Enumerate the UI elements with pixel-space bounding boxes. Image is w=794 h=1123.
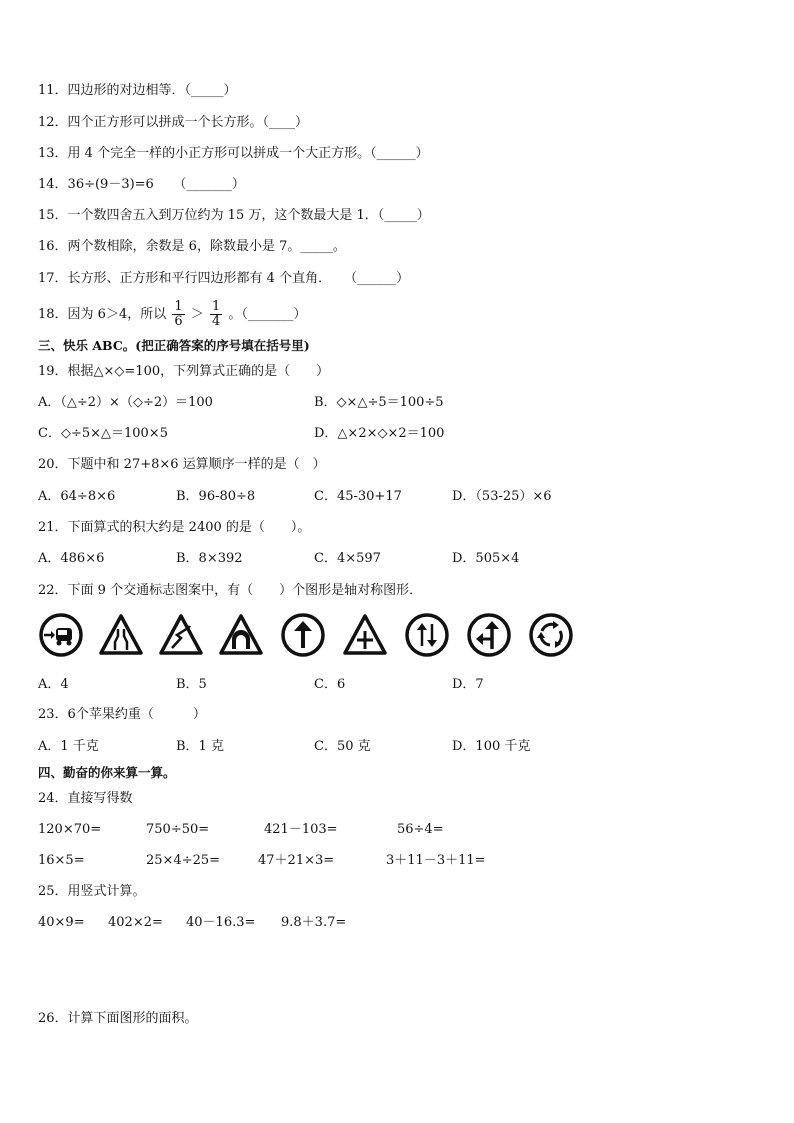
question-12: 12．四个正方形可以拼成一个长方形。（____） — [38, 115, 309, 130]
question-24: 24．直接写得数 — [38, 791, 133, 806]
question-20: 20．下题中和 27+8×6 运算顺序一样的是（ ） — [38, 457, 326, 472]
fraction-numerator: 1 — [174, 299, 183, 314]
tunnel-icon — [218, 612, 264, 658]
q25-calc: 40×9= — [38, 915, 85, 930]
road-narrows-icon — [98, 612, 144, 658]
roundabout-icon — [528, 612, 574, 658]
q24-calc: 3＋11－3＋11= — [386, 853, 486, 868]
q19-option-b: B．◇×△÷5＝100÷5 — [314, 395, 444, 410]
q23-option-a: A．1 千克 — [38, 739, 99, 754]
crossroads-icon — [342, 612, 388, 658]
q24-calc: 750÷50= — [146, 822, 210, 837]
question-23: 23．6个苹果约重（ ） — [38, 707, 206, 722]
section-4-heading: 四、勤奋的你来算一算。 — [38, 765, 176, 780]
q22-option-d: D．7 — [452, 677, 484, 692]
q19-option-c: C．◇÷5×△＝100×5 — [38, 426, 168, 441]
q21-option-a: A．486×6 — [38, 551, 105, 566]
q25-calc: 40－16.3= — [186, 915, 256, 930]
fraction-denominator: 4 — [211, 314, 221, 329]
q25-calc: 402×2= — [108, 915, 163, 930]
q20-option-b: B．96-80÷8 — [176, 489, 256, 504]
question-25: 25．用竖式计算。 — [38, 884, 146, 899]
question-17: 17．长方形、正方形和平行四边形都有 4 个直角． （______） — [38, 271, 410, 286]
q23-option-d: D．100 千克 — [452, 739, 531, 754]
q20-option-c: C．45-30+17 — [314, 489, 402, 504]
question-19: 19．根据△×◇=100，下列算式正确的是（ ） — [38, 364, 330, 379]
no-overtaking-icon — [38, 612, 84, 658]
q24-calc: 16×5= — [38, 853, 85, 868]
question-21: 21．下面算式的积大约是 2400 的是（ ）。 — [38, 520, 311, 535]
q21-option-b: B．8×392 — [176, 551, 243, 566]
q22-option-a: A．4 — [38, 677, 69, 692]
question-11: 11．四边形的对边相等．（_____） — [38, 83, 237, 98]
q21-option-d: D．505×4 — [452, 551, 520, 566]
q23-option-b: B．1 克 — [176, 739, 224, 754]
question-18-answer: 。（_______） — [228, 307, 307, 322]
q19-option-a: A．（△÷2）×（◇÷2）＝100 — [38, 395, 213, 410]
question-16: 16．两个数相除，余数是 6，除数最小是 7。_____。 — [38, 239, 346, 254]
q19-option-d: D．△×2×◇×2＝100 — [314, 426, 445, 441]
fraction-one-sixth — [172, 300, 184, 329]
question-22: 22．下面 9 个交通标志图案中，有（ ）个图形是轴对称图形． — [38, 583, 423, 598]
greater-than-sign: ＞ — [190, 307, 204, 322]
question-13: 13．用 4 个完全一样的小正方形可以拼成一个大正方形。（______） — [38, 146, 429, 161]
sharp-bend-icon — [158, 612, 204, 658]
fraction-denominator: 6 — [174, 314, 183, 329]
q24-calc: 47＋21×3= — [258, 853, 335, 868]
q22-option-b: B．5 — [176, 677, 207, 692]
traffic-signs-row — [38, 612, 578, 660]
q25-calc: 9.8＋3.7= — [281, 915, 347, 930]
q20-option-a: A．64÷8×6 — [38, 489, 116, 504]
two-way-traffic-icon — [404, 612, 450, 658]
straight-ahead-icon — [280, 612, 326, 658]
question-18 — [38, 298, 306, 332]
fraction-one-fourth — [210, 300, 222, 329]
q23-option-c: C．50 克 — [314, 739, 371, 754]
q22-option-c: C．6 — [314, 677, 346, 692]
fraction-numerator: 1 — [211, 299, 221, 314]
q24-calc: 120×70= — [38, 822, 102, 837]
q24-calc: 25×4÷25= — [146, 853, 221, 868]
q24-calc: 421－103= — [264, 822, 338, 837]
q20-option-d: D．（53-25）×6 — [452, 489, 552, 504]
question-18-text: 18．因为 6＞4，所以 — [38, 307, 167, 322]
question-26: 26．计算下面图形的面积。 — [38, 1011, 198, 1026]
question-14: 14．36÷(9－3)=6 （_______） — [38, 177, 245, 192]
q24-calc: 56÷4= — [397, 822, 444, 837]
straight-or-left-icon — [466, 612, 512, 658]
section-3-heading: 三、快乐 ABC。(把正确答案的序号填在括号里) — [38, 338, 310, 353]
question-15: 15．一个数四舍五入到万位约为 15 万，这个数最大是 1．（_____） — [38, 208, 430, 223]
q21-option-c: C．4×597 — [314, 551, 381, 566]
